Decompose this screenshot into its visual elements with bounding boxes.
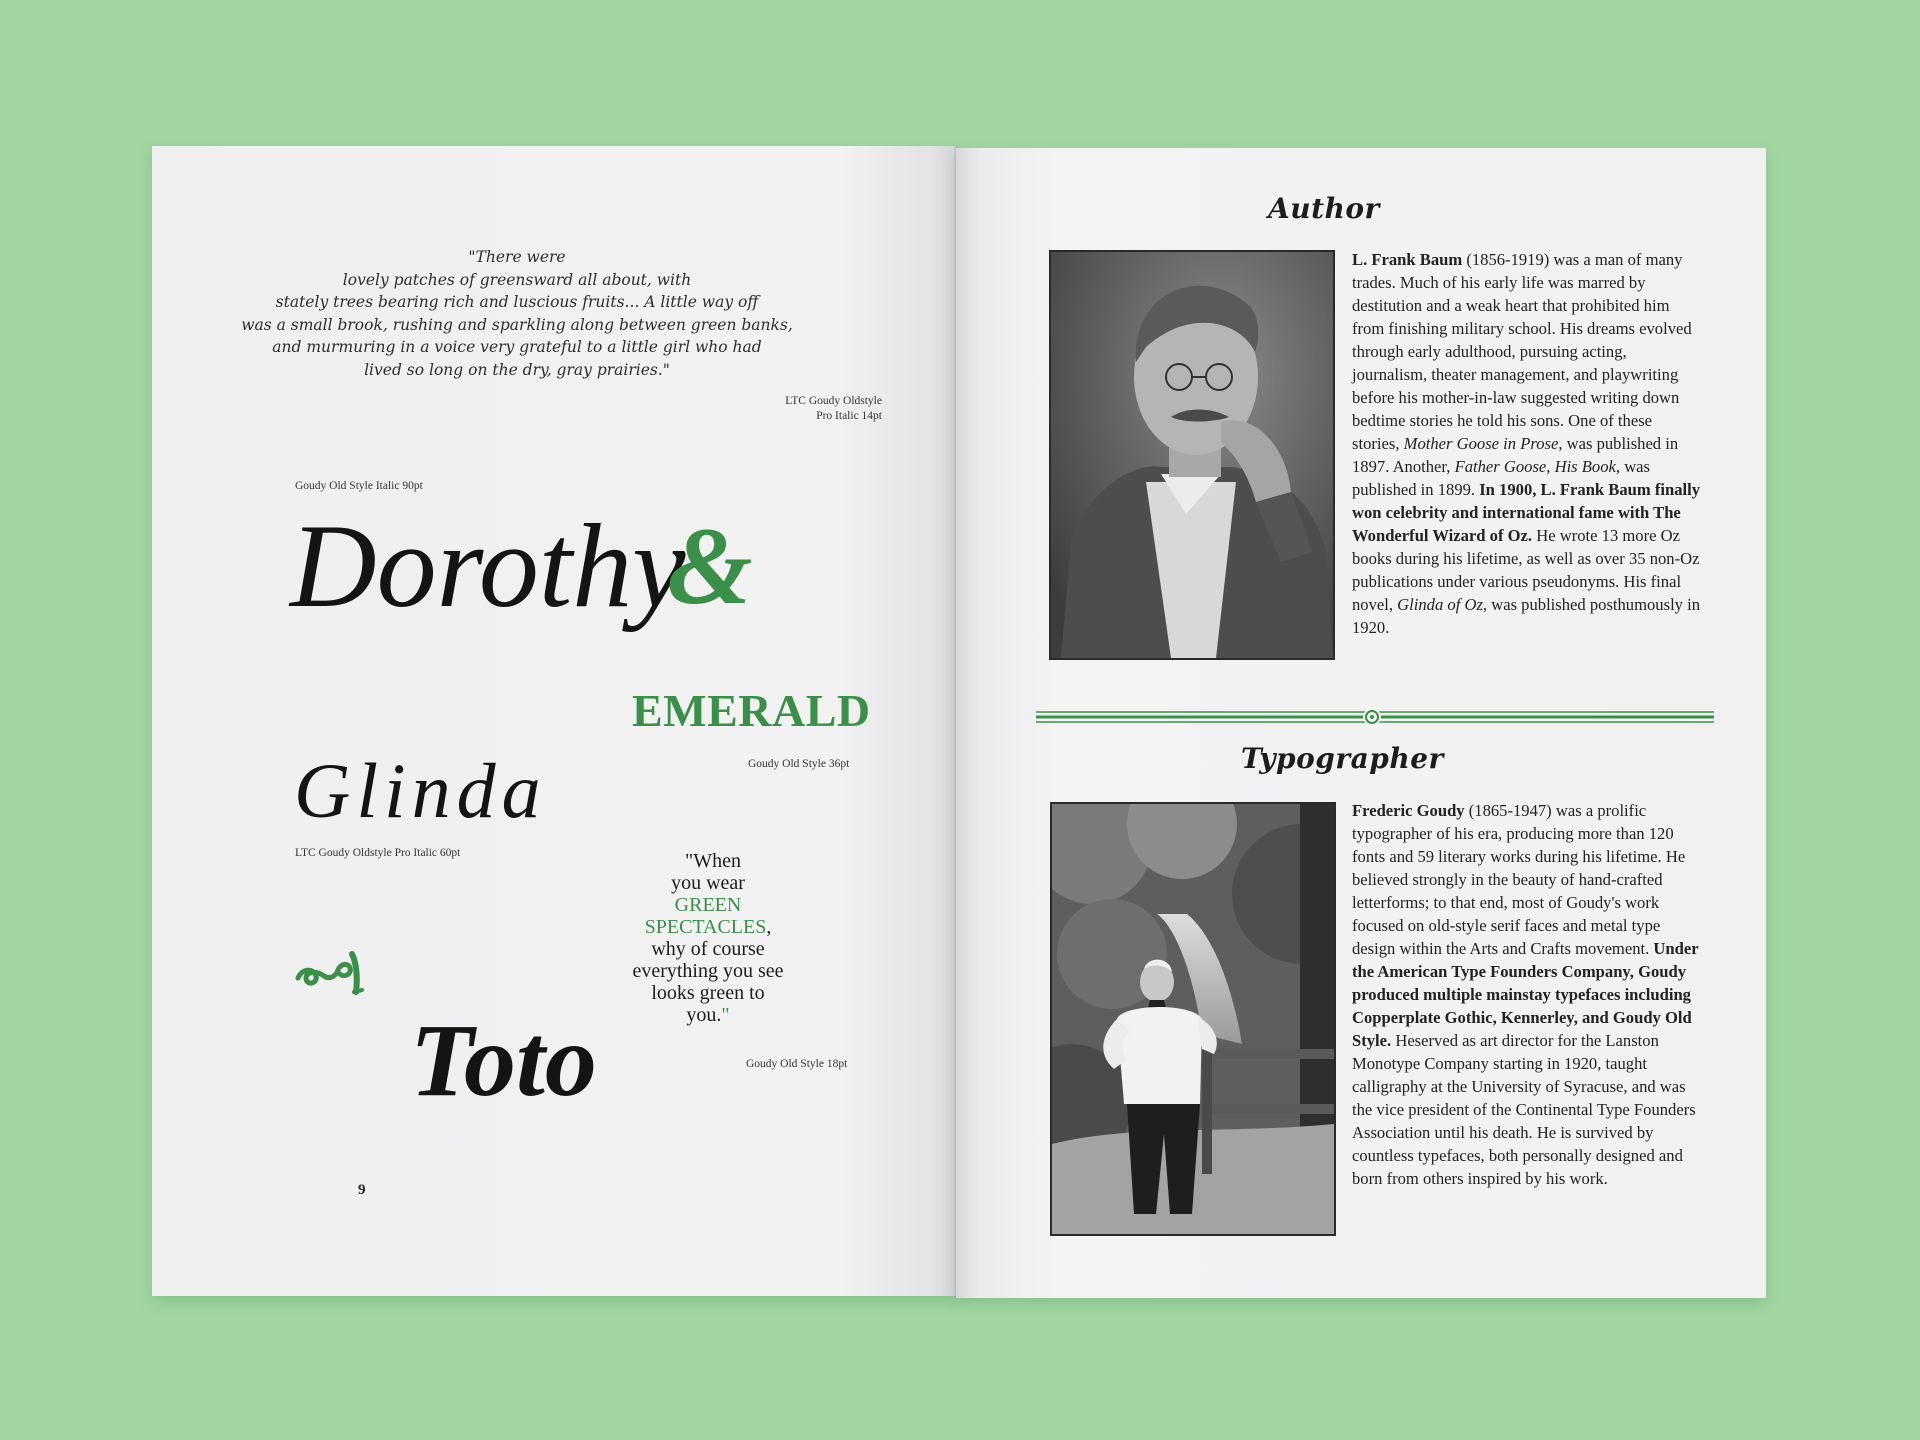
magazine-spread: [152, 146, 1766, 1296]
spectacles-line: [608, 850, 808, 872]
spectacles-line: you wear: [671, 872, 745, 894]
spectacles-line: [608, 916, 808, 938]
spectacles-comma: ,: [766, 916, 772, 938]
spectacles-close-quote: ": [721, 1004, 730, 1026]
quote-line: was a small brook, rushing and sparkling along between green banks,: [241, 315, 793, 334]
greensward-quote: [241, 246, 793, 381]
author-portrait-image: [1051, 252, 1333, 658]
bio-text: , was published in 1897. Another,: [1352, 434, 1679, 476]
quote-caption-line-1: LTC Goudy Oldstyle: [785, 395, 882, 407]
glinda-title: Glinda: [294, 747, 547, 834]
left-page: [152, 146, 956, 1296]
typographer-heading: Typographer: [1241, 742, 1444, 775]
author-bio: [1352, 248, 1702, 639]
page-number: 9: [358, 1182, 366, 1198]
typographer-photo: [1050, 802, 1336, 1236]
emerald-caption: Goudy Old Style 36pt: [748, 758, 850, 770]
spectacles-green-line: GREEN: [674, 894, 742, 916]
spectacles-end-word: you.: [686, 1004, 722, 1026]
emerald-title: EMERALD: [632, 685, 871, 736]
quote-line: lived so long on the dry, gray prairies.": [364, 360, 670, 379]
dorothy-title: Dorothy: [290, 499, 686, 632]
quote-caption: [752, 394, 882, 424]
bio-text: , was published posthumously in 1920.: [1352, 595, 1701, 637]
quote-line: lovely patches of greensward all about, with: [342, 270, 692, 289]
flourish-ornament-icon: [294, 946, 370, 996]
book-title: Father Goose, His Book: [1454, 457, 1616, 476]
spectacles-caption: Goudy Old Style 18pt: [746, 1058, 848, 1070]
author-heading: Author: [1268, 192, 1380, 225]
quote-line: and murmuring in a voice very grateful to a little girl who had: [272, 338, 762, 356]
bio-text: (1865-1947) was a prolific typographer of his era, producing more than 120 fonts and 59 literary works during his lifetime. He believed strongly in the beauty of hand-crafted letterforms; to that end, most of Goudy's work focused on old-style serif faces and metal type design within the Arts and Crafts movement.: [1352, 801, 1686, 958]
typographer-portrait-image: [1052, 804, 1334, 1234]
quote-caption-line-2: Pro Italic 14pt: [816, 410, 882, 422]
spectacles-green-word: SPECTACLES: [644, 916, 767, 938]
spectacles-line: everything you see: [632, 960, 784, 982]
ampersand: &: [667, 505, 753, 627]
spectacles-line-text: "When: [685, 850, 741, 872]
spectacles-quote: [608, 850, 808, 1026]
author-photo: [1049, 250, 1335, 660]
section-divider: [1036, 707, 1714, 727]
typographer-bio: [1352, 799, 1702, 1190]
bio-text: (1856-1919) was a man of many trades. Much of his early life was marred by destitution and a weak heart that prohibited him from finishing military school. His dreams evolved through early adulthood, pursuing acting, journalism, theater management, and playwriting before his mother-in-law suggested writing down bedtime stories he told his sons. One of these stories,: [1352, 250, 1692, 453]
bio-highlight: In 1900, L. Frank Baum finally won celebrity and international fame with The Wonderful Wizard of Oz.: [1352, 480, 1701, 545]
bio-text: , was published in 1899.: [1352, 457, 1650, 499]
spectacles-line: why of course: [651, 938, 765, 960]
dorothy-caption: Goudy Old Style Italic 90pt: [295, 480, 423, 492]
spectacles-line: looks green to: [651, 982, 765, 1004]
quote-line: stately trees bearing rich and luscious fruits... A little way off: [275, 293, 759, 311]
author-name: L. Frank Baum: [1352, 250, 1463, 269]
bio-highlight: Under the American Type Founders Company, Goudy produced multiple mainstay typefaces including Copperplate Gothic, Kennerley, and Goudy Old Style.: [1352, 939, 1699, 1050]
bio-text: Heserved as art director for the Lanston Monotype Company starting in 1920, taught calligraphy at the University of Syracuse, and was the vice president of the Continental Type Founders Association until his death. He is survived by countless typefaces, both personally designed and born from others inspired by his work.: [1352, 1031, 1696, 1188]
quote-line: "There were: [468, 248, 566, 266]
glinda-caption: LTC Goudy Oldstyle Pro Italic 60pt: [295, 847, 461, 859]
typographer-name: Frederic Goudy: [1352, 801, 1465, 820]
spectacles-line: [608, 1004, 808, 1026]
toto-title: Toto: [410, 1003, 597, 1118]
right-page: [956, 148, 1766, 1298]
book-title: Mother Goose in Prose: [1403, 434, 1559, 453]
book-title: Glinda of Oz: [1397, 595, 1483, 614]
bio-text: He wrote 13 more Oz books during his lifetime, as well as over 35 non-Oz publications under various pseudonyms. His final novel,: [1352, 526, 1700, 614]
